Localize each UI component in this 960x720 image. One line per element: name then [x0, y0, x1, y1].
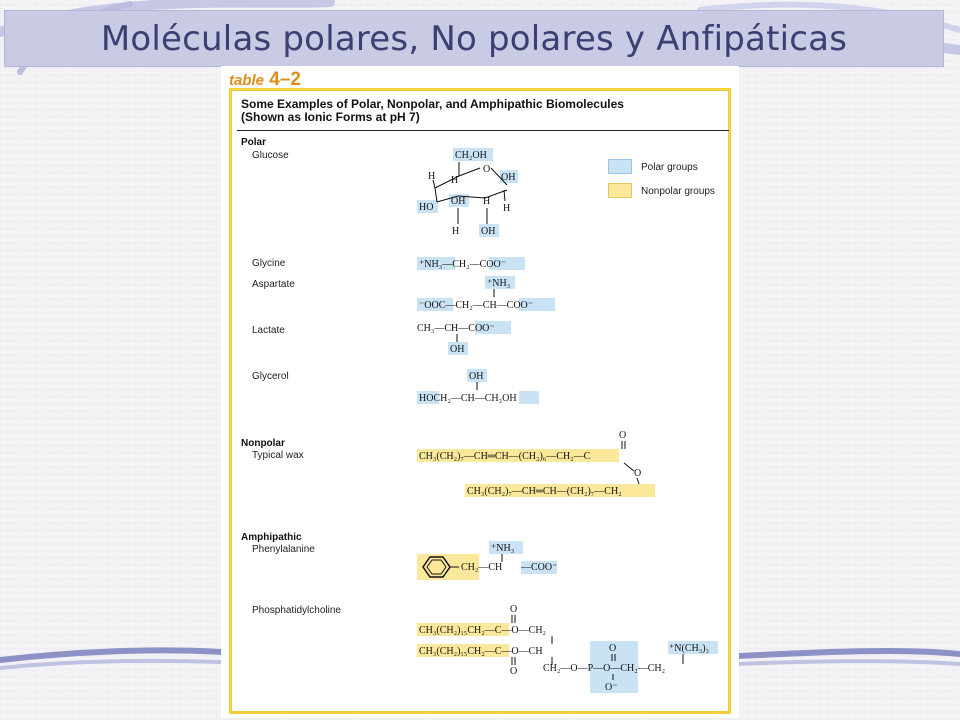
svg-text:OH: OH — [451, 196, 466, 207]
svg-text:—COO⁻: —COO⁻ — [521, 562, 558, 573]
svg-text:O: O — [634, 468, 642, 479]
svg-text:H: H — [451, 175, 459, 186]
category-polar: Polar — [241, 137, 267, 148]
molecule-name-lactate: Lactate — [252, 325, 285, 336]
svg-text:⁻OOC—CH₂—CH—COO⁻: ⁻OOC—CH₂—CH—COO⁻ — [419, 300, 534, 311]
svg-text:OH: OH — [450, 344, 465, 355]
figure-heading-line-1: Some Examples of Polar, Nonpolar, and Amphipathic Biomolecules — [241, 97, 624, 111]
figure-label-word: table — [229, 72, 265, 89]
phenylalanine-structure — [417, 541, 557, 580]
phosphatidylcholine-structure — [417, 604, 718, 693]
figure-label-number: 4–2 — [269, 69, 301, 90]
svg-text:⁺N(CH₃)₃: ⁺N(CH₃)₃ — [669, 643, 710, 654]
category-amphipathic: Amphipathic — [241, 532, 302, 543]
molecule-name-aspartate: Aspartate — [252, 279, 295, 290]
molecule-name-glycine: Glycine — [252, 258, 286, 269]
slide-title-banner — [4, 10, 944, 67]
svg-text:⁺NH₃: ⁺NH₃ — [487, 278, 511, 289]
svg-text:HOCH₂—CH—CH₂OH: HOCH₂—CH—CH₂OH — [419, 393, 517, 404]
svg-text:OH: OH — [481, 226, 496, 237]
svg-text:H: H — [452, 226, 460, 237]
svg-text:CH₃(CH₂)₇—CH═CH—(CH₂)₆—CH₂—C: CH₃(CH₂)₇—CH═CH—(CH₂)₆—CH₂—C — [419, 451, 591, 462]
svg-text:HO: HO — [419, 202, 434, 213]
svg-text:CH₃(CH₂)₁₅CH₂—C—O—CH₂: CH₃(CH₂)₁₅CH₂—C—O—CH₂ — [419, 625, 547, 636]
molecule-name-phenylalanine: Phenylalanine — [252, 544, 315, 555]
category-nonpolar: Nonpolar — [241, 438, 285, 449]
svg-text:H: H — [428, 171, 436, 182]
lactate-structure — [417, 321, 511, 355]
svg-text:CH₂—CH: CH₂—CH — [461, 562, 503, 573]
svg-text:O: O — [483, 164, 491, 175]
svg-text:O: O — [510, 666, 518, 677]
svg-text:O: O — [609, 643, 617, 654]
molecule-name-glycerol: Glycerol — [252, 371, 289, 382]
svg-text:⁺NH₃—CH₂—COO⁻: ⁺NH₃—CH₂—COO⁻ — [419, 259, 506, 270]
svg-text:OH: OH — [469, 371, 484, 382]
svg-text:CH₂OH: CH₂OH — [455, 150, 487, 161]
svg-text:CH₃(CH₂)₁₅CH₂—C—O—CH: CH₃(CH₂)₁₅CH₂—C—O—CH — [419, 646, 543, 657]
svg-text:O: O — [619, 430, 627, 441]
textbook-figure — [221, 66, 739, 718]
structures-illustration — [221, 66, 739, 718]
figure-heading-line-2: (Shown as Ionic Forms at pH 7) — [241, 110, 420, 124]
nonpolar-legend-label: Nonpolar groups — [641, 186, 715, 197]
svg-text:CH₃(CH₂)₇—CH═CH—(CH₂)₇—CH₂: CH₃(CH₂)₇—CH═CH—(CH₂)₇—CH₂ — [467, 486, 622, 497]
polar-legend-label: Polar groups — [641, 162, 698, 173]
svg-text:H: H — [483, 196, 491, 207]
molecule-name-wax: Typical wax — [252, 450, 304, 461]
svg-text:O: O — [510, 604, 518, 615]
svg-text:O⁻: O⁻ — [605, 682, 618, 693]
molecule-name-glucose: Glucose — [252, 150, 289, 161]
glycine-structure — [417, 257, 525, 270]
svg-text:OH: OH — [501, 172, 516, 183]
svg-text:CH₂—O—P—O—CH₂—CH₂: CH₂—O—P—O—CH₂—CH₂ — [543, 663, 666, 674]
aspartate-structure — [417, 276, 555, 311]
glycerol-structure — [417, 369, 539, 404]
svg-text:H: H — [503, 203, 511, 214]
wax-structure — [417, 430, 655, 497]
glucose-structure — [417, 148, 518, 237]
slide-title: Moléculas polares, No polares y Anfipáticas — [100, 18, 848, 59]
svg-text:CH₃—CH—COO⁻: CH₃—CH—COO⁻ — [417, 323, 495, 334]
molecule-name-phosphatidylcholine: Phosphatidylcholine — [252, 605, 341, 616]
svg-text:⁺NH₃: ⁺NH₃ — [491, 543, 515, 554]
